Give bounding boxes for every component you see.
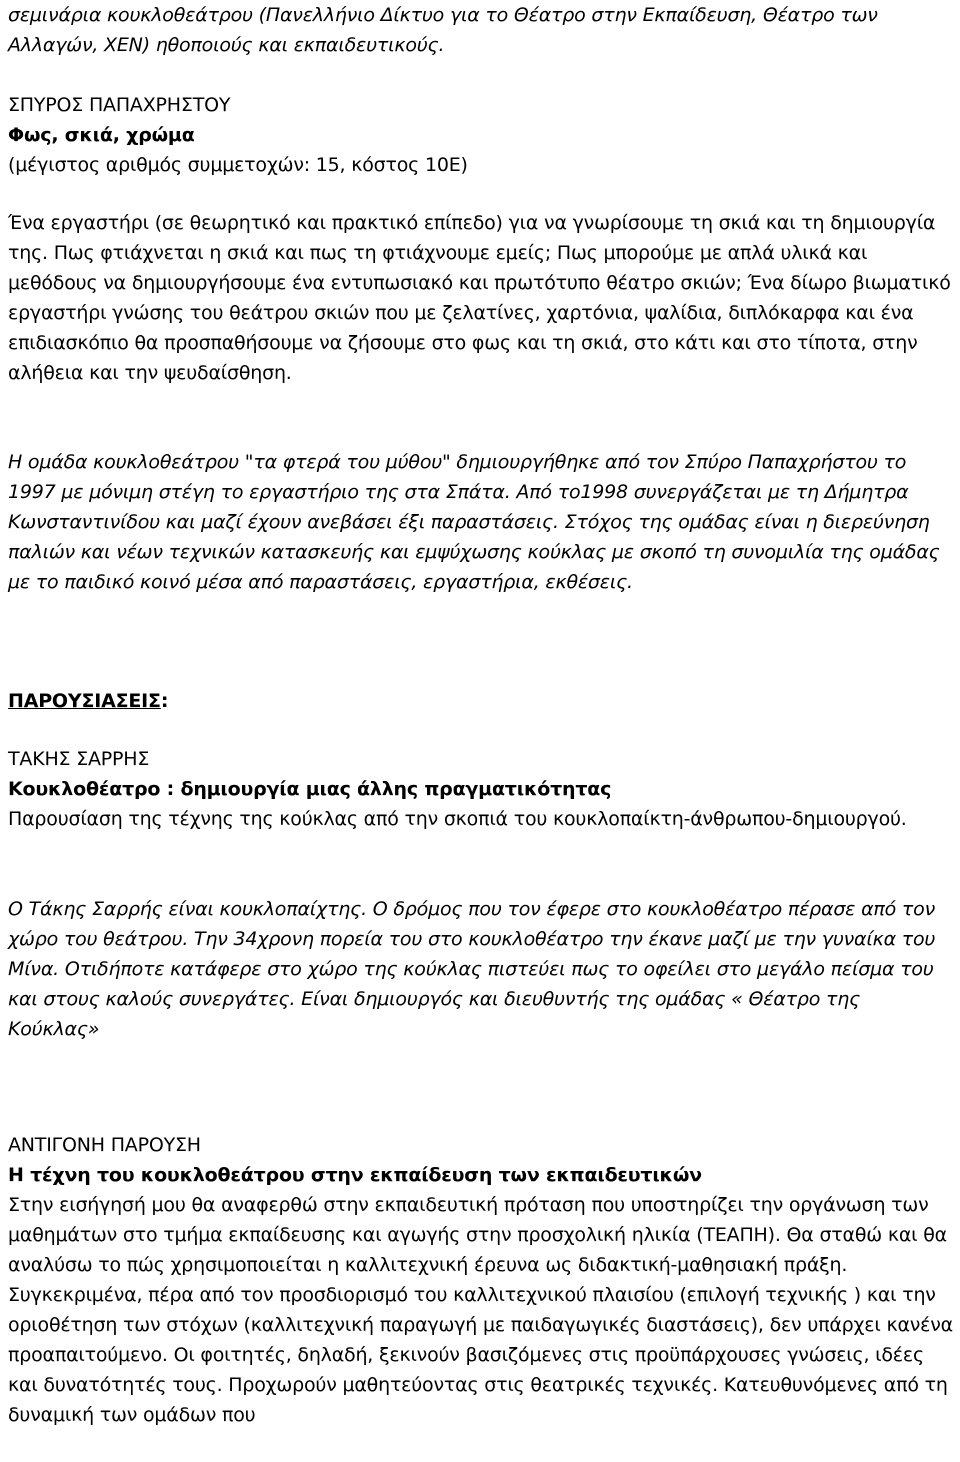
workshop-bio: Η ομάδα κουκλοθεάτρου "τα φτερά του μύθου" δημιουργήθηκε από τον Σπύρο Παπαχρήστου το 1997 με μόνιμη στέγη το εργαστήριο της στα Σπάτα. Από το1998 συνεργάζεται με τη Δήμητρα Κωνσταντινίδου και μαζί έχουν ανεβάσει έξι παραστάσεις. Στόχος της ομάδας είναι η διερεύνηση παλιών και νέων τεχνικών κατασκευής και εμψύχωσης κούκλας με σκοπό τη συνομιλία της ομάδας με το παιδικό κοινό μέσα από παραστάσεις, εργαστήρια, εκθέσεις.: [8, 451, 940, 593]
presentations-heading-colon: :: [160, 690, 169, 712]
presentation-2-presenter: ΑΝΤΙΓΟΝΗ ΠΑΡΟΥΣΗ: [8, 1134, 201, 1156]
presentation-1-description: Παρουσίαση της τέχνης της κούκλας από την σκοπιά του κουκλοπαίκτη-άνθρωπου-δημιουργού.: [8, 808, 907, 830]
presentations-heading: [8, 686, 954, 716]
presentations-heading-text: ΠΑΡΟΥΣΙΑΣΕΙΣ: [8, 690, 161, 712]
workshop-meta: (μέγιστος αριθμός συμμετοχών: 15, κόστος 10Ε): [8, 154, 468, 176]
presentation-2-description: Στην εισήγησή μου θα αναφερθώ στην εκπαιδευτική πρόταση που υποστηρίζει την οργάνωση των μαθημάτων στο τμήμα εκπαίδευσης και αγωγής στην προσχολική ηλικία (ΤΕΑΠΗ). Θα σταθώ και θα αναλύσω το πώς χρησιμοποιείται η καλλιτεχνική έρευνα ως διδακτική-μαθησιακή πράξη. Συγκεκριμένα, πέρα από τον προσδιορισμό του καλλιτεχνικού πλαισίου (επιλογή τεχνικής ) και την οριοθέτηση των στόχων (καλλιτεχνική παραγωγή με παιδαγωγικές διαστάσεις), δεν υπάρχει κανένα προαπαιτούμενο. Οι φοιτητές, δηλαδή, ξεκινούν βασιζόμενες στις προϋπάρχουσες γνώσεις, ιδέες και δυνατότητές τους. Προχωρούν μαθητεύοντας στις θεατρικές τεχνικές. Κατευθυνόμενες από τη δυναμική των ομάδων που: [8, 1194, 953, 1426]
workshop-presenter: ΣΠΥΡΟΣ ΠΑΠΑΧΡΗΣΤΟΥ: [8, 94, 231, 116]
presentation-2-title: Η τέχνη του κουκλοθεάτρου στην εκπαίδευση των εκπαιδευτικών: [8, 1164, 702, 1186]
presentation-1-presenter: ΤΑΚΗΣ ΣΑΡΡΗΣ: [8, 748, 150, 770]
presentation-1-bio: Ο Τάκης Σαρρής είναι κουκλοπαίχτης. Ο δρόμος που τον έφερε στο κουκλοθέατρο πέρασε από τον χώρο του θεάτρου. Την 34χρονη πορεία του στο κουκλοθέατρο την έκανε μαζί με την γυναίκα του Μίνα. Οτιδήποτε κατάφερε στο χώρο της κούκλας πιστεύει πως το οφείλει στο μεγάλο πείσμα του και στους καλούς συνεργάτες. Είναι δημιουργός και διευθυντής της ομάδας « Θέατρο της Κούκλας»: [8, 898, 936, 1040]
presentation-1-title: Κουκλοθέατρο : δημιουργία μιας άλλης πραγματικότητας: [8, 778, 612, 800]
workshop-description: Ένα εργαστήρι (σε θεωρητικό και πρακτικό επίπεδο) για να γνωρίσουμε τη σκιά και τη δημιουργία της. Πως φτιάχνεται η σκιά και πως τη φτιάχνουμε εμείς; Πως μπορούμε με απλά υλικά και μεθόδους να δημιουργήσουμε ένα εντυπωσιακό και πρωτότυπο θέατρο σκιών; Ένα δίωρο βιωματικό εργαστήρι γνώσης του θεάτρου σκιών που με ζελατίνες, χαρτόνια, ψαλίδια, διπλόκαρφα και ένα επιδιασκόπιο θα προσπαθήσουμε να ζήσουμε στο φως και τη σκιά, στο κάτι και στο τίποτα, στην αλήθεια και την ψευδαίσθηση.: [8, 212, 951, 384]
workshop-title: Φως, σκιά, χρώμα: [8, 124, 195, 146]
intro-tail-paragraph: σεμινάρια κουκλοθεάτρου (Πανελλήνιο Δίκτυο για το Θέατρο στην Εκπαίδευση, Θέατρο των Αλλαγών, ΧΕΝ) ηθοποιούς και εκπαιδευτικούς.: [8, 4, 878, 56]
